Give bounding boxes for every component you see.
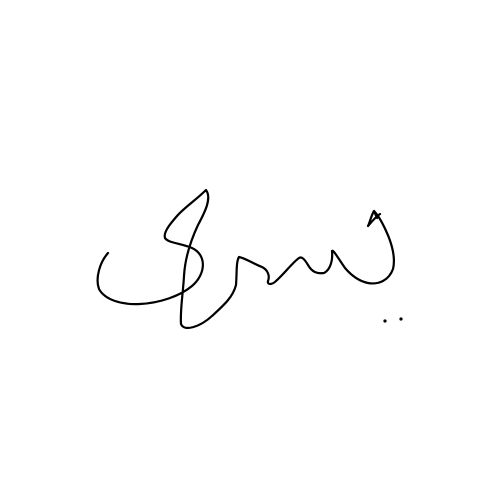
signature-stroke-main — [98, 190, 394, 328]
signature-dot-left — [383, 319, 386, 322]
signature-stroke-tick — [374, 211, 377, 218]
signature-dot-right — [399, 317, 402, 320]
